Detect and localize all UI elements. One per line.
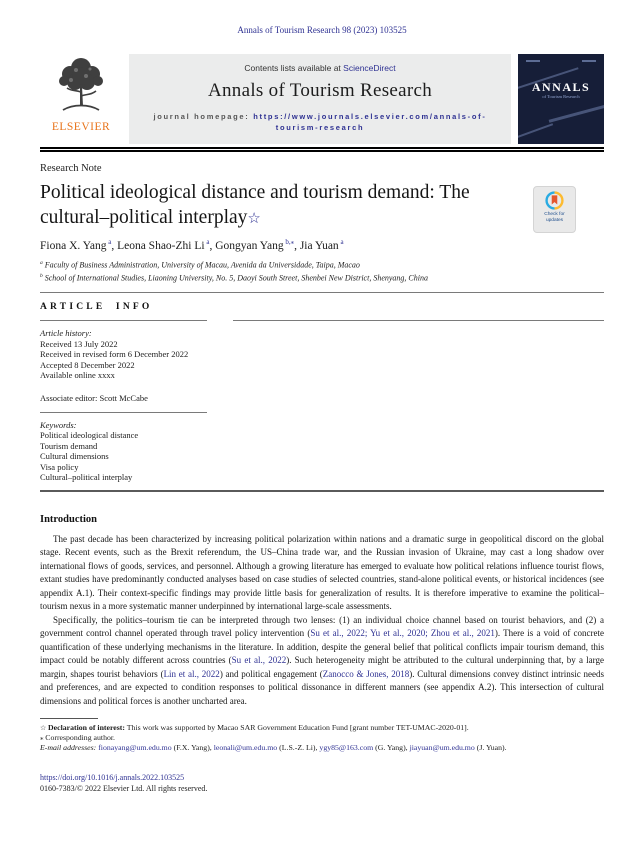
- email-link[interactable]: jiayuan@um.edu.mo: [409, 743, 475, 753]
- crossmark-icon: [545, 191, 564, 210]
- keywords-block: [40, 420, 604, 490]
- declaration-label: Declaration of interest:: [48, 723, 125, 733]
- title-row: [40, 180, 604, 232]
- elsevier-tree-icon: [49, 54, 113, 120]
- elsevier-logo: [40, 54, 122, 144]
- author-name: Gongyan Yang: [215, 239, 284, 252]
- history-item: Available online xxxx: [40, 370, 115, 381]
- sciencedirect-link[interactable]: ScienceDirect: [343, 63, 396, 73]
- history-item: Received in revised form 6 December 2022: [40, 349, 189, 360]
- article-history: [40, 328, 604, 381]
- email-links: [98, 743, 506, 752]
- affiliation: $^b$ School of International Studies, Liaoning University, No. 5, Daoyi South Street, Shenbei New District, Shenyang, China: [40, 272, 428, 283]
- intro-paragraph: [40, 614, 604, 709]
- footnote-rule: [40, 718, 98, 719]
- declaration-footnote: [40, 723, 604, 733]
- journal-cover-thumbnail[interactable]: [518, 54, 604, 144]
- intro-paragraph: [40, 533, 604, 614]
- email-footnote: [40, 743, 604, 753]
- citation-link[interactable]: Lin et al., 2022: [163, 668, 220, 679]
- keyword-item: Tourism demand: [40, 440, 98, 451]
- keywords-label: Keywords:: [40, 419, 77, 430]
- history-item: Accepted 8 December 2022: [40, 359, 135, 370]
- copyright-line: 0160-7383/© 2022 Elsevier Ltd. All rights reserved.: [40, 784, 208, 794]
- citation-link[interactable]: Su et al., 2022; Yu et al., 2020; Zhou et al., 2021: [310, 628, 495, 639]
- homepage-line: [129, 111, 511, 133]
- author-affiliation-sup: a: [338, 238, 344, 246]
- declaration-star-icon: ☆: [40, 724, 49, 733]
- masthead: [40, 54, 604, 144]
- email-owner: (L.S.-Z. Li),: [277, 743, 320, 753]
- check-updates-label: Check for updates: [544, 212, 565, 223]
- check-updates-badge[interactable]: [533, 186, 576, 233]
- doi-link[interactable]: https://doi.org/10.1016/j.annals.2022.103525: [40, 773, 185, 783]
- email-owner: (G. Yang),: [373, 743, 410, 753]
- column-rules: [40, 320, 604, 321]
- homepage-prefix: journal homepage:: [153, 112, 254, 121]
- email-link[interactable]: leonali@um.edu.mo: [213, 743, 278, 753]
- contents-line: [129, 63, 511, 73]
- keyword-item: Cultural–political interplay: [40, 472, 133, 483]
- associate-editor-name: Scott McCabe: [97, 392, 148, 403]
- history-item: Received 13 July 2022: [40, 338, 118, 349]
- author-name: Jia Yuan: [299, 239, 339, 252]
- cover-subtitle: of Tourism Research: [542, 94, 580, 99]
- header-divider: [40, 147, 604, 152]
- footnotes: [40, 723, 604, 753]
- associate-editor-label: Associate editor:: [40, 392, 98, 403]
- keyword-item: Political ideological distance: [40, 430, 139, 441]
- article-info-box: [40, 292, 604, 492]
- corresponding-star-icon: ⁎: [40, 734, 46, 743]
- email-label: E-mail addresses:: [40, 743, 99, 753]
- title-footnote-star[interactable]: ☆: [247, 211, 261, 227]
- email-link[interactable]: fionayang@um.edu.mo: [98, 743, 172, 753]
- homepage-url-line2[interactable]: tourism-research: [275, 123, 365, 132]
- cover-art-streak: [518, 123, 553, 139]
- paragraph-text: ) and political engagement (: [219, 668, 323, 679]
- intro-heading: Introduction: [40, 513, 97, 525]
- paragraph-text: ). There is a void of concrete quantification of these underlying mechanisms in the literature. In addition, despite the general belief that political conflicts impair tourism demand, this impact could be notably different across countries (: [40, 628, 604, 666]
- article-title: [40, 180, 522, 232]
- author-affiliation-sup: b,⁎: [283, 238, 295, 246]
- email-link[interactable]: ygy85@163.com: [319, 743, 374, 753]
- paragraph-text: The past decade has been characterized by increasing political polarization within nations and a dramatic surge in geopolitical discord on the global stage. Recent events, such as the Brexit referendum, the US–China trade war, and the Russian invasion of Ukraine, may cast a long shadow over international flows of goods, services, and personnel. Although a growing literature has emerged to evaluate how political relations influence tourist flows, extant studies have predominantly conducted analyses based on case studies of selected countries, stand-alone political events, or historical incidences (see appendix A.1). Their context-specific findings may provide little basis for generalization of results. It is therefore imperative to examine the political–tourism nexus in a more systematic manner underpinned by international large-scale assessments.: [40, 533, 604, 612]
- corresponding-text: Corresponding author.: [45, 733, 115, 743]
- keywords-rule: [40, 412, 207, 413]
- keyword-item: Visa policy: [40, 461, 79, 472]
- article-history-items: [40, 339, 604, 381]
- masthead-center: [129, 54, 511, 144]
- article-title-text: Political ideological distance and tourism demand: The cultural–political interplay: [40, 182, 470, 228]
- citation-link[interactable]: Su et al., 2022: [231, 655, 287, 666]
- keyword-item: Cultural dimensions: [40, 451, 109, 462]
- article-type-label: Research Note: [40, 163, 102, 174]
- running-head-citation: Annals of Tourism Research 98 (2023) 103525: [237, 25, 407, 35]
- associate-editor: [40, 393, 604, 403]
- corresponding-author-footnote: [40, 733, 604, 743]
- intro-paragraphs: [40, 533, 604, 709]
- affiliation: $^a$ Faculty of Business Administration, University of Macau, Avenida da Universidade, Taipa, Macao: [40, 259, 360, 270]
- affiliation-list: [40, 258, 604, 284]
- keyword-items: [40, 430, 604, 483]
- author-list: Fiona X. Yang $^a$, Leona Shao-Zhi Li $^a$, Gongyan Yang $^{b,⁎}$, Jia Yuan $^a$: [40, 238, 344, 252]
- author-affiliation-sup: a: [106, 238, 112, 246]
- journal-title: Annals of Tourism Research: [207, 80, 433, 101]
- homepage-url[interactable]: https://www.journals.elsevier.com/annals-of-: [253, 112, 487, 121]
- article-history-label: Article history:: [40, 328, 92, 339]
- email-owner: (J. Yuan).: [474, 743, 507, 753]
- author-name: Fiona X. Yang: [40, 239, 107, 252]
- contents-prefix: Contents lists available at: [244, 63, 344, 73]
- elsevier-wordmark: ELSEVIER: [51, 121, 111, 133]
- paragraph-text: ). Such heterogeneity might be attributed to the cultural underpinning that, by a large margin, shapes tourist behaviors (: [40, 655, 605, 679]
- author-affiliation-sup: a: [204, 238, 210, 246]
- cover-art-streak: [549, 104, 604, 122]
- declaration-text: This work was supported by Macao SAR Government Education Fund [grant number TET-UMAC-2020-01].: [124, 723, 469, 733]
- right-column-rule: [233, 320, 604, 321]
- paragraph-text: Specifically, the politics–tourism tie can be interpreted through two lenses: (1) an individual choice channel based on tourist behaviors, and (2) a government control channel operated through travel policy intervention (: [40, 614, 604, 639]
- author-name: Leona Shao-Zhi Li: [117, 239, 205, 252]
- cover-top-marks: [526, 60, 596, 62]
- cover-title: ANNALS: [531, 80, 591, 94]
- left-column-rule: [40, 320, 207, 321]
- article-info-heading: ARTICLE INFO: [40, 302, 153, 313]
- paragraph-text: ). Cultural dimensions convey distinct intrinsic needs and preferences, and are expected to condition responses to political dissonance in different manners (see appendix A.2). This intersection of cultural dimensions and political forces is another uncharted area.: [40, 668, 604, 706]
- email-owner: (F.X. Yang),: [171, 743, 214, 753]
- citation-link[interactable]: Zanocco & Jones, 2018: [322, 668, 410, 679]
